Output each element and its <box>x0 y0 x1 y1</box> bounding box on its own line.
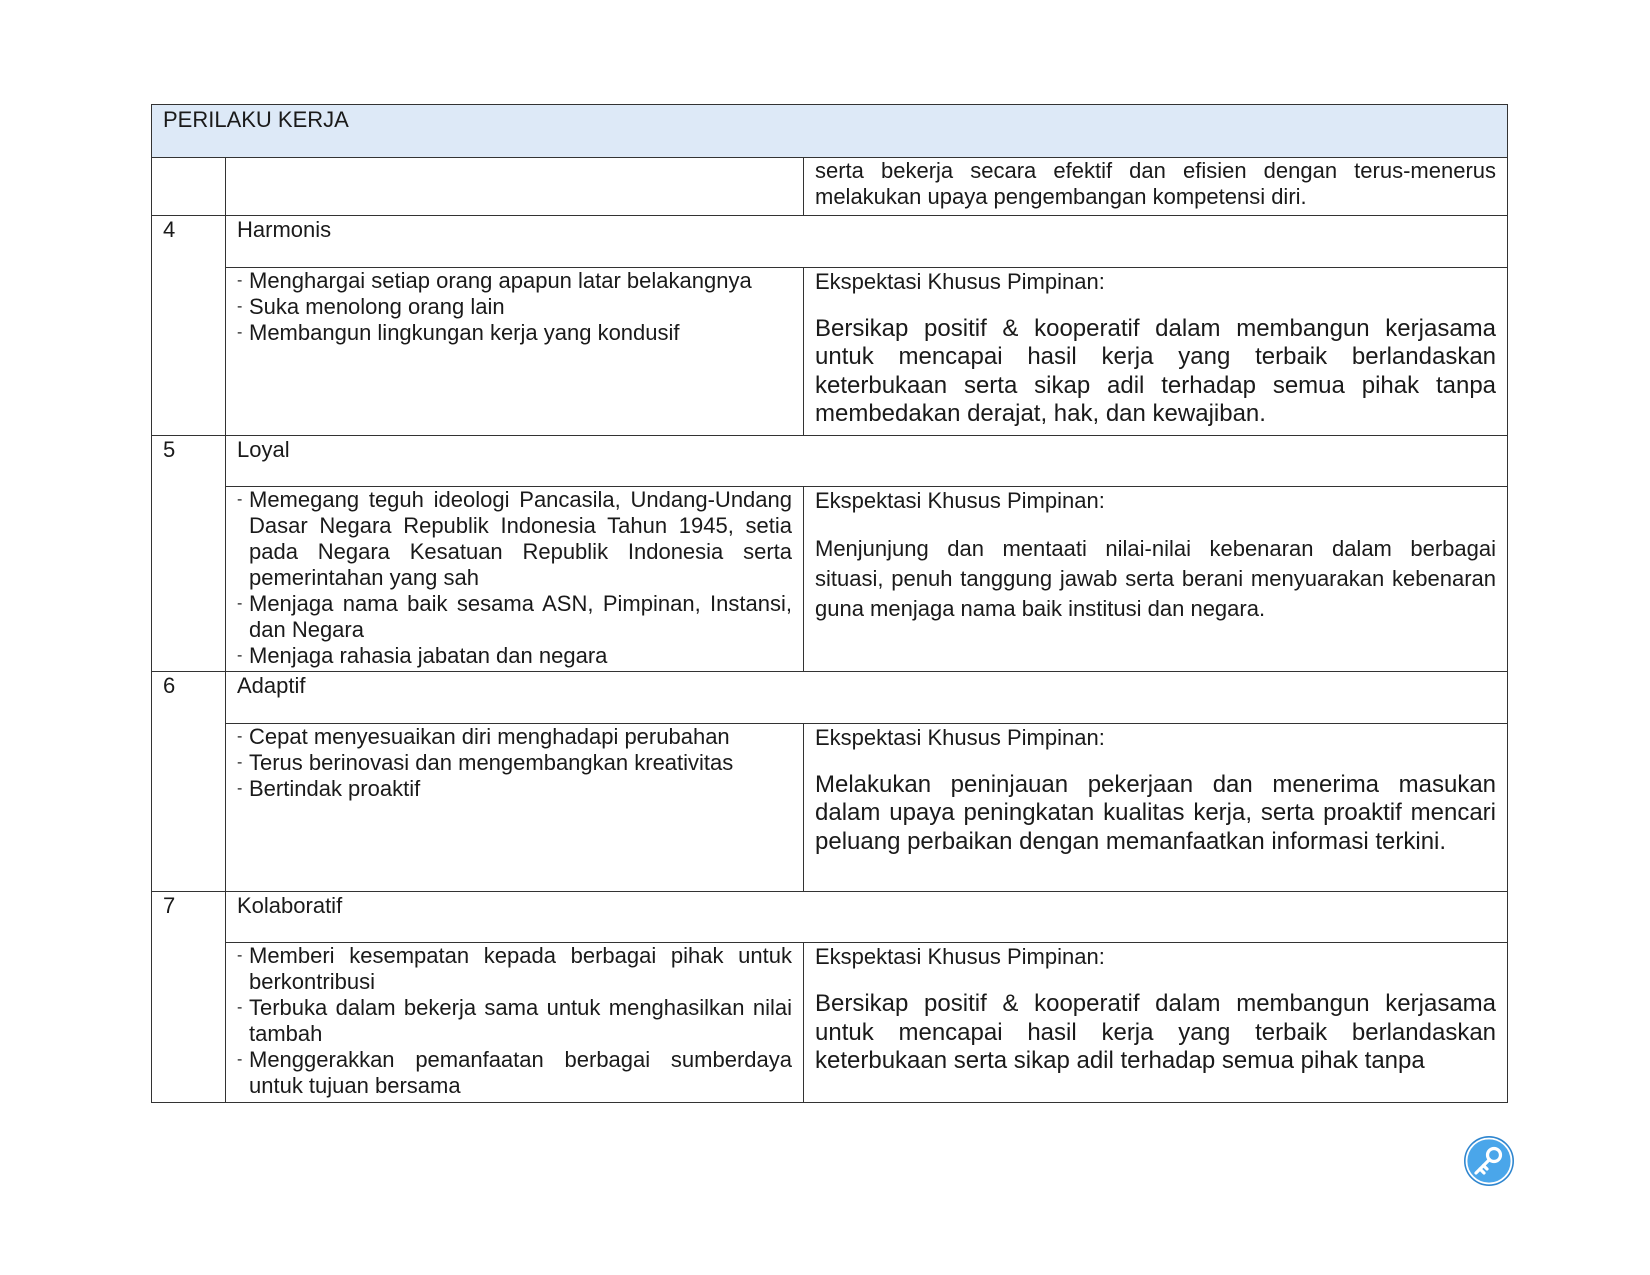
behavior-list <box>237 268 792 346</box>
behavior-item: - Menggerakkan pemanfaatan berbagai sumberdaya untuk tujuan bersama <box>237 1047 792 1099</box>
behavior-item: - Memberi kesempatan kepada berbagai pihak untuk berkontribusi <box>237 943 792 995</box>
empty-number-cell <box>152 157 226 216</box>
continuation-row <box>152 157 1508 216</box>
behavior-cell <box>226 487 804 672</box>
category-title: Harmonis <box>226 216 1508 268</box>
performance-table <box>151 104 1508 1103</box>
continuation-text: serta bekerja secara efektif dan efisien dengan terus-menerus melakukan upaya pengembangan kompetensi diri. <box>804 157 1508 216</box>
category-row <box>152 216 1508 268</box>
behavior-item: - Cepat menyesuaikan diri menghadapi perubahan <box>237 724 792 750</box>
detail-row <box>152 487 1508 672</box>
detail-row <box>152 943 1508 1103</box>
behavior-list <box>237 724 792 802</box>
expectation-cell <box>804 723 1508 891</box>
category-title: Loyal <box>226 435 1508 487</box>
behavior-item: - Bertindak proaktif <box>237 776 792 802</box>
table-header-row <box>152 105 1508 158</box>
key-badge-icon <box>1463 1135 1515 1187</box>
expectation-label: Ekspektasi Khusus Pimpinan: <box>815 944 1105 970</box>
expectation-label: Ekspektasi Khusus Pimpinan: <box>815 268 1105 294</box>
behavior-item: - Suka menolong orang lain <box>237 294 792 320</box>
expectation-text: Melakukan peninjauan pekerjaan dan menerima masukan dalam upaya peningkatan kualitas kerja, serta proaktif mencari peluang perbaikan dengan memanfaatkan informasi terkini. <box>815 770 1497 855</box>
behavior-list <box>237 943 792 1099</box>
behavior-item: - Menjaga rahasia jabatan dan negara <box>237 643 792 669</box>
detail-row <box>152 723 1508 891</box>
behavior-item: - Menjaga nama baik sesama ASN, Pimpinan, Instansi, dan Negara <box>237 591 792 643</box>
category-row <box>152 891 1508 943</box>
expectation-text: Bersikap positif & kooperatif dalam membangun kerjasama untuk mencapai hasil kerja yang terbaik berlandaskan keterbukaan serta sikap adil terhadap semua pihak tanpa membedakan derajat, hak, dan kewajiban. <box>815 314 1497 428</box>
row-number: 6 <box>152 672 226 891</box>
behavior-item: - Terus berinovasi dan mengembangkan kreativitas <box>237 750 792 776</box>
expectation-cell <box>804 487 1508 672</box>
behavior-cell <box>226 267 804 435</box>
expectation-label: Ekspektasi Khusus Pimpinan: <box>815 488 1105 514</box>
behavior-item: - Terbuka dalam bekerja sama untuk menghasilkan nilai tambah <box>237 995 792 1047</box>
category-title: Adaptif <box>226 672 1508 724</box>
row-number: 5 <box>152 435 226 672</box>
expectation-label: Ekspektasi Khusus Pimpinan: <box>815 724 1105 750</box>
row-number: 4 <box>152 216 226 435</box>
behavior-cell <box>226 943 804 1103</box>
empty-behavior-cell <box>226 157 804 216</box>
expectation-cell <box>804 267 1508 435</box>
behavior-item: - Memegang teguh ideologi Pancasila, Undang-Undang Dasar Negara Republik Indonesia Tahun 1945, setia pada Negara Kesatuan Republik Indonesia serta pemerintahan yang sah <box>237 487 792 591</box>
category-row <box>152 435 1508 487</box>
behavior-item: - Membangun lingkungan kerja yang kondusif <box>237 320 792 346</box>
detail-row <box>152 267 1508 435</box>
category-row <box>152 672 1508 724</box>
category-title: Kolaboratif <box>226 891 1508 943</box>
table-header-title: PERILAKU KERJA <box>152 105 1508 158</box>
row-number: 7 <box>152 891 226 1102</box>
expectation-text: Bersikap positif & kooperatif dalam membangun kerjasama untuk mencapai hasil kerja yang terbaik berlandaskan keterbukaan serta sikap adil terhadap semua pihak tanpa <box>815 990 1497 1075</box>
behavior-item: - Menghargai setiap orang apapun latar belakangnya <box>237 268 792 294</box>
behavior-list <box>237 487 792 669</box>
behavior-cell <box>226 723 804 891</box>
expectation-text: Menjunjung dan mentaati nilai-nilai kebenaran dalam berbagai situasi, penuh tanggung jawab serta berani menyuarakan kebenaran guna menjaga nama baik institusi dan negara. <box>815 536 1497 622</box>
expectation-cell <box>804 943 1508 1103</box>
